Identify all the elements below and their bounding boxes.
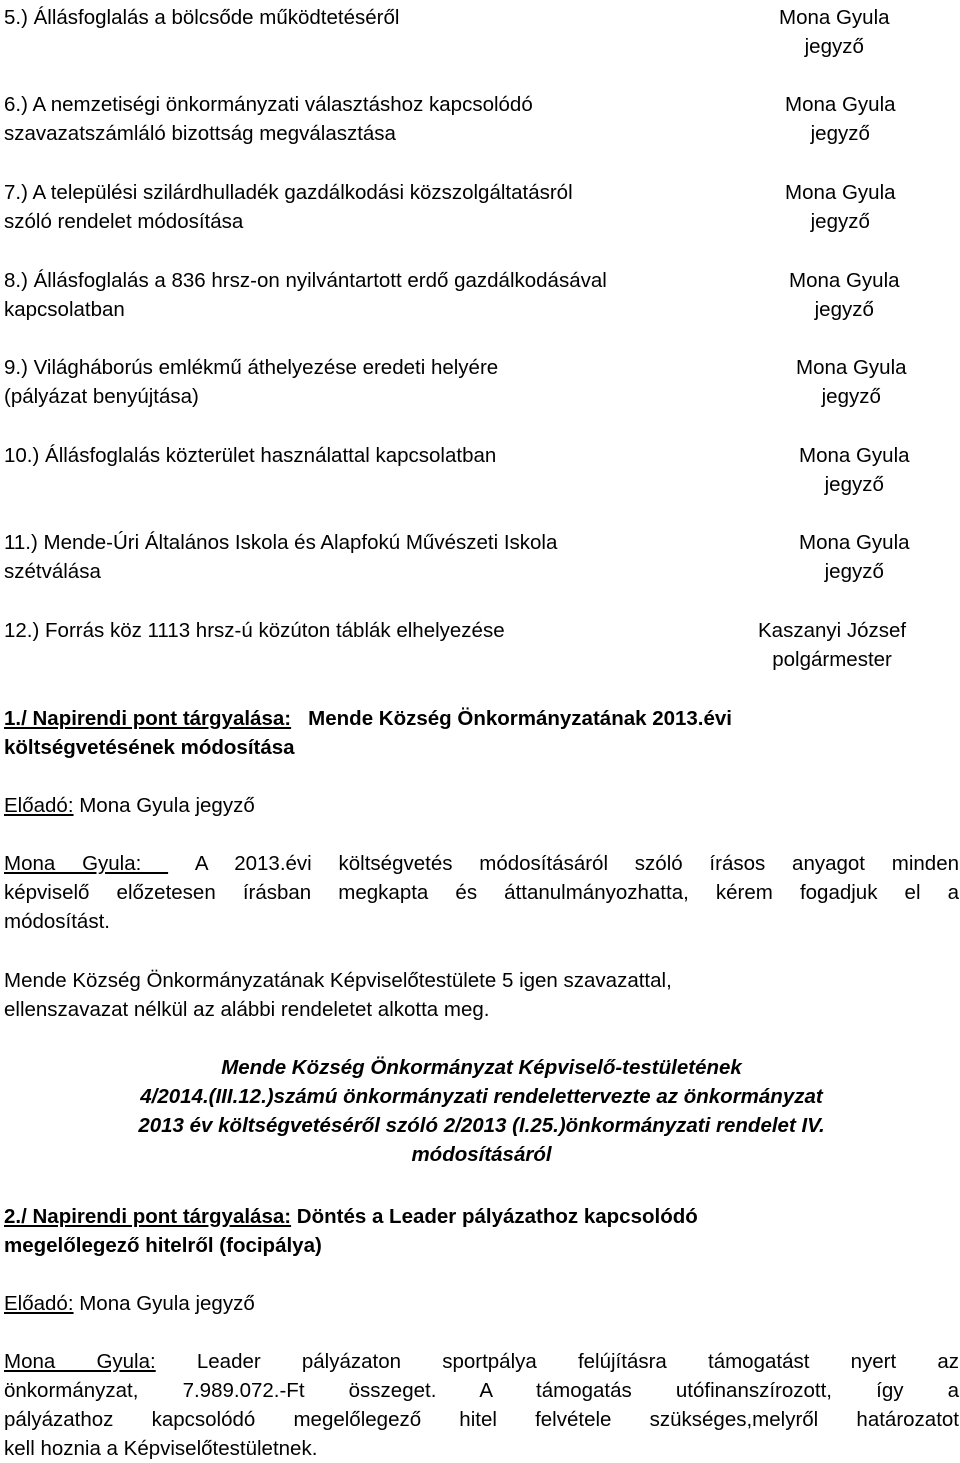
- section-2-heading: [4, 1202, 959, 1260]
- section-2-label: 2./ Napirendi pont tárgyalása:: [4, 1205, 292, 1228]
- section-1-decree-title: Mende Község Önkormányzat Képviselő-testületének 4/2014.(III.12.)számú önkormányzati rendelettervezte az önkormányzat 2013 év költségvetéséről szóló 2/2013 (I.25.)önkormányzati rendelet IV. módosításáról: [138, 1056, 825, 1166]
- agenda-item-text: 8.) Állásfoglalás a 836 hrsz-on nyilvántartott erdő gazdálkodásával kapcsolatban: [4, 269, 607, 321]
- presenter-label: Előadó:: [4, 1292, 74, 1315]
- section-1-title-cont: költségvetésének módosítása: [4, 736, 295, 759]
- agenda-item-text: 10.) Állásfoglalás közterület használattal kapcsolatban: [4, 444, 497, 467]
- agenda-item-presenter: Kaszanyi József polgármester: [758, 619, 907, 671]
- speaker-name: Mona Gyula:: [4, 1350, 156, 1373]
- agenda-item-text: 11.) Mende-Úri Általános Iskola és Alapfokú Művészeti Iskola szétválása: [4, 531, 558, 583]
- agenda-item-presenter: Mona Gyula jegyző: [799, 531, 910, 583]
- section-1-label: 1./ Napirendi pont tárgyalása:: [4, 707, 292, 730]
- section-2-presenter: [4, 1289, 959, 1318]
- agenda-item-text: 9.) Világháborús emlékmű áthelyezése eredeti helyére (pályázat benyújtása): [4, 356, 499, 408]
- agenda-item-text: 6.) A nemzetiségi önkormányzati választáshoz kapcsolódó szavazatszámláló bizottság megválasztása: [4, 93, 533, 145]
- section-1-speech: Mona Gyula: A 2013.évi költségvetés módosításáról szóló írásos anyagot minden képviselő előzetesen írásban megkapta és áttanulmányozhatta, kérem fogadjuk el a módosítást.: [4, 852, 960, 933]
- section-2-title: Döntés a Leader pályázathoz kapcsolódó: [296, 1205, 698, 1228]
- presenter-name: Mona Gyula jegyző: [79, 794, 255, 817]
- agenda-item-presenter: Mona Gyula jegyző: [796, 356, 907, 408]
- presenter-label: Előadó:: [4, 794, 74, 817]
- agenda-item-presenter: Mona Gyula jegyző: [785, 181, 896, 233]
- section-1-title: Mende Község Önkormányzatának 2013.évi: [308, 707, 733, 730]
- section-2-title-cont: megelőlegező hitelről (focipálya): [4, 1234, 322, 1257]
- agenda-item-text: 5.) Állásfoglalás a bölcsőde működtetéséről: [4, 6, 400, 29]
- section-1-heading: [4, 704, 959, 762]
- section-1-vote: Mende Község Önkormányzatának Képviselőtestülete 5 igen szavazattal, ellenszavazat nélkül az alábbi rendeletet alkotta meg.: [4, 969, 672, 1021]
- presenter-name: Mona Gyula jegyző: [79, 1292, 255, 1315]
- speaker-name: Mona Gyula:: [4, 852, 169, 875]
- agenda-item-presenter: Mona Gyula jegyző: [799, 444, 910, 496]
- section-2-speech: Mona Gyula: Leader pályázaton sportpálya felújításra támogatást nyert az önkormányzat, 7.989.072.-Ft összeget. A támogatás utófinanszírozott, így a pályázathoz kapcsolódó megelőlegező hitel felvétele szükséges,melyről határozatot kell hoznia a Képviselőtestületnek.: [4, 1350, 959, 1460]
- agenda-item-presenter: Mona Gyula jegyző: [785, 93, 896, 145]
- agenda-item-presenter: Mona Gyula jegyző: [779, 6, 890, 58]
- section-1-presenter: [4, 791, 959, 820]
- agenda-item-presenter: Mona Gyula jegyző: [789, 269, 900, 321]
- agenda-item-text: 7.) A települési szilárdhulladék gazdálkodási közszolgáltatásról szóló rendelet módosítása: [4, 181, 573, 233]
- agenda-item-text: 12.) Forrás köz 1113 hrsz-ú közúton táblák elhelyezése: [4, 619, 505, 642]
